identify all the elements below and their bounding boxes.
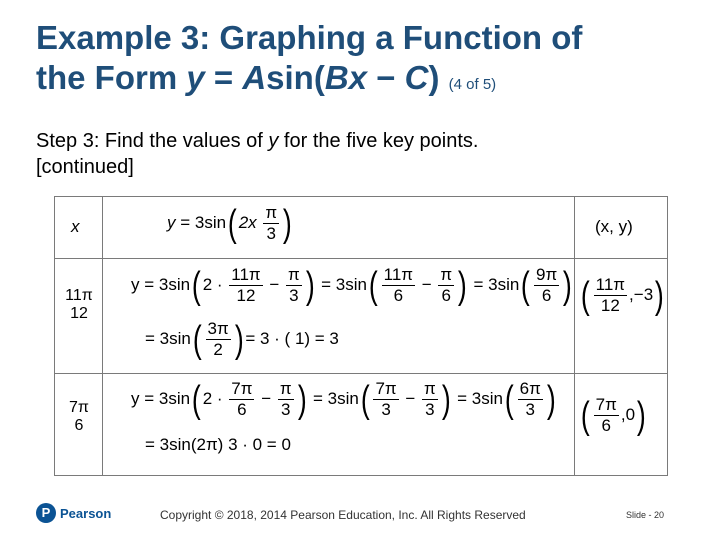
paren-icon: ) (297, 378, 307, 421)
x-den: 6 (74, 417, 84, 434)
paren-icon: ) (283, 202, 292, 245)
fraction (594, 395, 619, 436)
title-eq: = (204, 59, 243, 96)
title-line-2 (36, 58, 696, 105)
paren-icon: ) (458, 264, 467, 307)
title-var-Bx: Bx (324, 59, 368, 96)
header-fraction (263, 203, 279, 244)
fraction (594, 275, 627, 316)
math-text: = 3sin (308, 388, 359, 408)
table-divider (55, 373, 667, 374)
row1-x (57, 287, 101, 323)
frac-num: 9π (536, 265, 558, 284)
math-text: = 3 · ( 1) = 3 (245, 328, 339, 348)
table-divider (574, 197, 575, 475)
row2-pair (579, 395, 648, 436)
row2-line2: = 3sin(2π) 3 · 0 = 0 (145, 435, 291, 454)
paren-icon: ( (192, 318, 202, 361)
row1-line1 (131, 265, 574, 306)
x-num: 11π (65, 287, 93, 304)
row2-x (57, 399, 101, 435)
paren-icon: ) (234, 318, 244, 361)
frac-num: π (288, 265, 300, 284)
math-text: − (256, 388, 276, 408)
fraction (382, 265, 415, 306)
frac-num: 6π (519, 379, 541, 398)
row1-line2 (145, 319, 339, 360)
header-2x: 2x (238, 212, 257, 232)
math-text: 2 · (202, 274, 228, 294)
title-var-A: A (242, 59, 267, 96)
math-text: = 3sin (145, 328, 191, 348)
title-form-text: the Form (36, 59, 187, 96)
paren-icon: ( (580, 394, 590, 437)
math-text: y = 3sin (131, 388, 191, 408)
frac-num: π (279, 379, 292, 398)
math-text: = 3sin (316, 274, 367, 294)
frac-num: 7π (595, 395, 617, 414)
fraction (278, 379, 294, 420)
frac-num: 11π (231, 265, 261, 284)
paren-icon: ( (360, 378, 370, 421)
math-text: , (620, 404, 626, 424)
step-suffix: for the five key points. (278, 130, 479, 152)
frac-num: 3π (207, 319, 229, 338)
table-divider (102, 197, 103, 475)
header-y: y (167, 212, 176, 232)
step-text (36, 128, 696, 180)
pearson-logo (36, 503, 111, 523)
header-x: x (71, 217, 80, 236)
frac-den: 6 (594, 415, 619, 436)
fraction (229, 379, 254, 420)
math-text: 0 (625, 404, 636, 424)
row1-pair (579, 275, 666, 316)
slide-title (36, 18, 696, 105)
header-formula (167, 203, 294, 244)
frac-den: 12 (594, 295, 627, 316)
paren-icon: ) (546, 378, 556, 421)
frac-den: 6 (438, 285, 454, 306)
math-text: = 3sin (468, 274, 520, 294)
paren-icon: ( (580, 274, 590, 317)
frac-den: 3 (263, 223, 279, 244)
math-text: y = 3sin (131, 274, 191, 294)
title-sin: sin( (266, 59, 325, 96)
paren-icon: ( (191, 378, 201, 421)
fraction (422, 379, 438, 420)
table-divider (55, 258, 667, 259)
paren-icon: ) (636, 394, 646, 437)
frac-num: π (265, 203, 278, 222)
paren-icon: ) (655, 274, 664, 317)
math-text: 2 · (202, 388, 228, 408)
paren-icon: ( (368, 264, 378, 307)
title-minus: − (367, 59, 405, 96)
paren-icon: ( (227, 202, 237, 245)
paren-icon: ) (563, 264, 572, 307)
math-text: − (417, 274, 437, 294)
math-text: , (629, 284, 634, 304)
step-line-2: [continued] (36, 156, 134, 178)
frac-den: 3 (286, 285, 302, 306)
slide-number: Slide - 20 (626, 510, 665, 520)
fraction (438, 265, 454, 306)
step-line-1 (36, 128, 696, 154)
pearson-p-icon: P (36, 503, 56, 523)
key-points-table (54, 196, 668, 476)
frac-num: 7π (231, 379, 253, 398)
fraction (229, 265, 262, 306)
fraction (286, 265, 302, 306)
math-text: − (264, 274, 285, 294)
x-num: 7π (69, 399, 89, 416)
frac-num: π (424, 379, 436, 398)
title-var-C: C (404, 59, 429, 96)
frac-den: 3 (373, 399, 398, 420)
pearson-logo-text: Pearson (60, 505, 112, 521)
fraction (373, 379, 398, 420)
fraction (206, 319, 231, 360)
frac-den: 2 (206, 339, 231, 360)
frac-num: 11π (383, 265, 414, 284)
frac-den: 3 (422, 399, 438, 420)
frac-num: 11π (595, 275, 626, 294)
paren-icon: ( (504, 378, 514, 421)
paren-icon: ( (521, 264, 531, 307)
title-close: ) (428, 59, 440, 96)
frac-den: 3 (278, 399, 294, 420)
frac-den: 6 (534, 285, 559, 306)
title-part: (4 of 5) (448, 76, 497, 93)
frac-num: 7π (375, 379, 397, 398)
paren-icon: ) (305, 264, 315, 307)
title-var-y: y (186, 59, 205, 96)
frac-num: π (440, 265, 453, 284)
frac-den: 6 (229, 399, 254, 420)
frac-den: 3 (518, 399, 543, 420)
header-eq: = 3sin (175, 212, 227, 232)
header-pair: (x, y) (595, 217, 633, 236)
fraction (534, 265, 559, 306)
copyright-text: Copyright © 2018, 2014 Pearson Education, Inc. All Rights Reserved (160, 508, 526, 522)
math-text: = 3sin (452, 388, 503, 408)
math-text: − (400, 388, 421, 408)
title-line-1: Example 3: Graphing a Function of (36, 19, 583, 56)
frac-den: 6 (382, 285, 415, 306)
step-var: y (268, 130, 279, 152)
row2-line1 (131, 379, 557, 420)
x-den: 12 (70, 305, 88, 322)
fraction (518, 379, 543, 420)
paren-icon: ( (191, 264, 201, 307)
paren-icon: ) (441, 378, 451, 421)
step-prefix: Step 3: Find the values of (36, 130, 269, 152)
math-text: −3 (633, 284, 654, 304)
frac-den: 12 (229, 285, 262, 306)
